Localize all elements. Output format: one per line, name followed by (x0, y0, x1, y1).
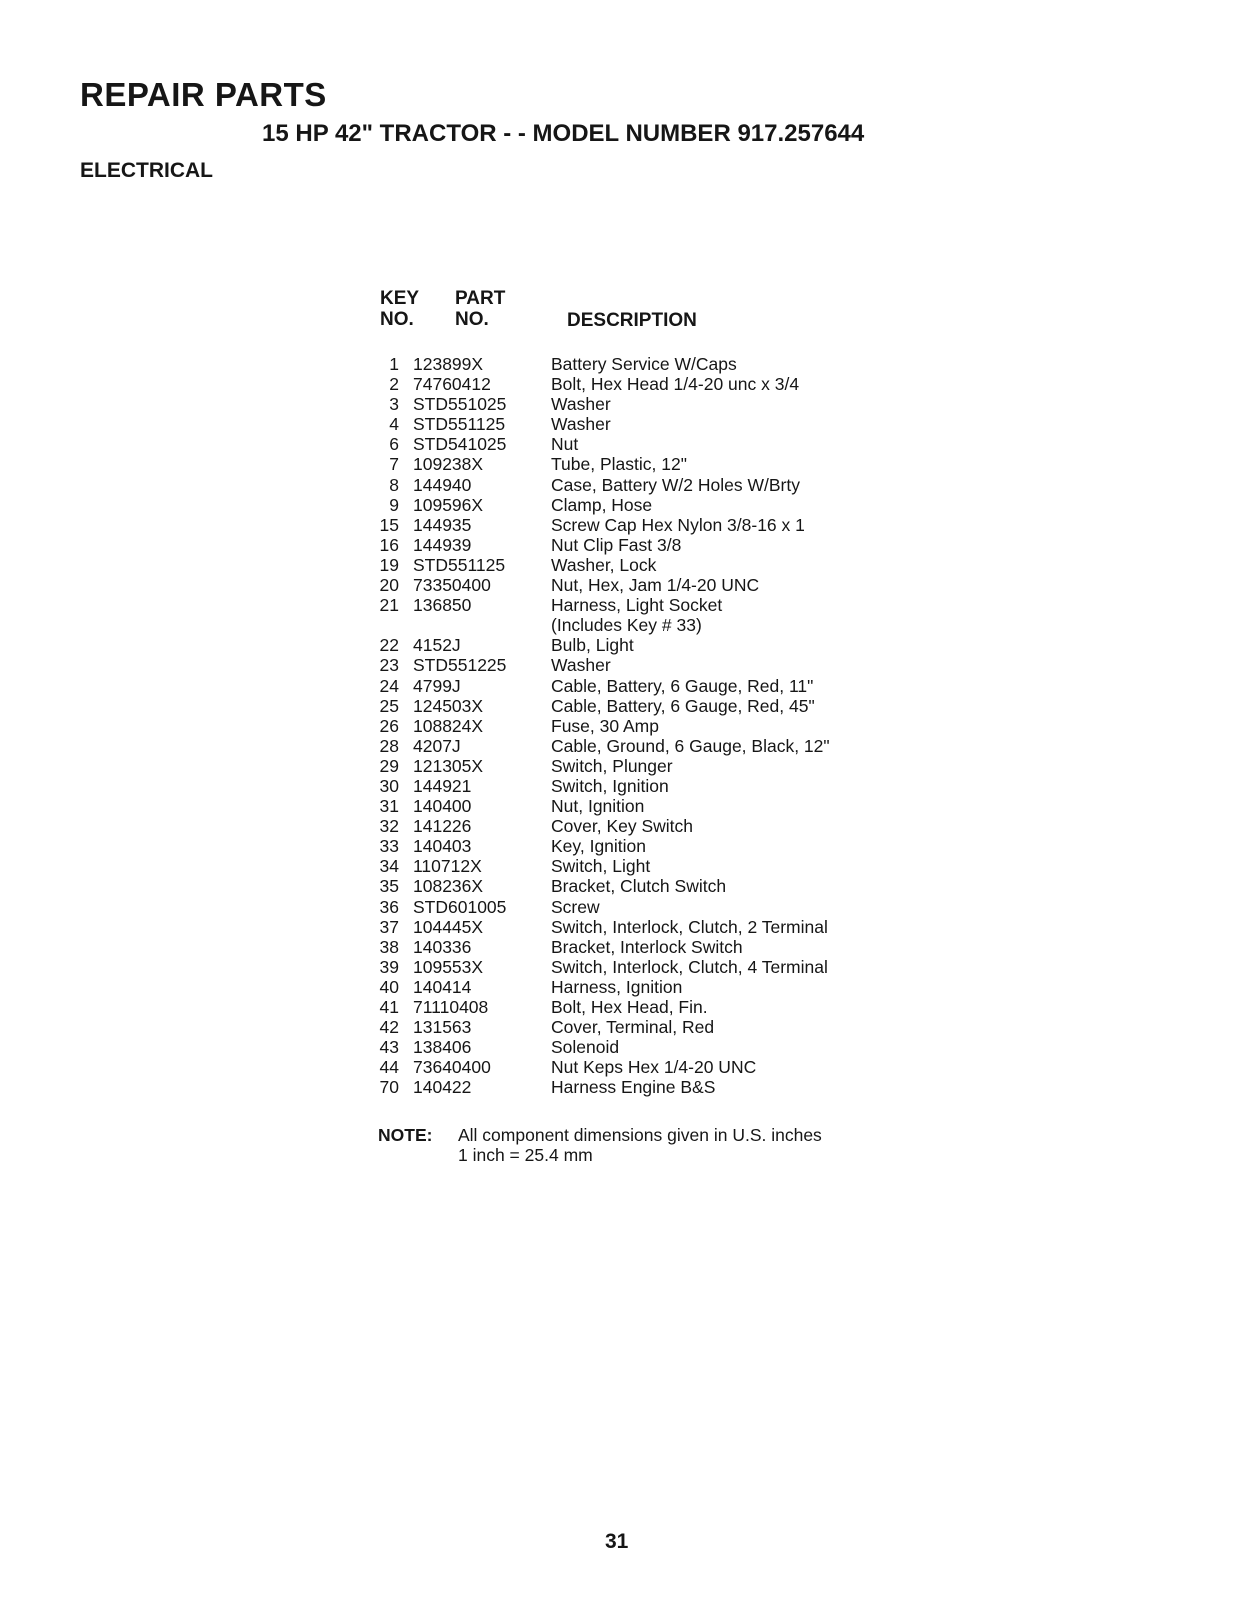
part-description: Switch, Plunger (551, 755, 673, 776)
key-number: 36 (379, 896, 399, 917)
key-number (360, 615, 413, 635)
parts-row (360, 414, 921, 434)
part-number: 136850 (413, 595, 472, 616)
parts-row (360, 515, 921, 535)
part-number: 121305X (413, 755, 484, 776)
parts-row (360, 876, 921, 896)
section-title: ELECTRICAL (80, 159, 213, 182)
key-number: 1 (389, 354, 399, 374)
key-number: 32 (379, 816, 399, 837)
key-number: 15 (379, 514, 399, 535)
parts-row (360, 997, 921, 1017)
part-number: 140414 (413, 976, 472, 997)
parts-row (360, 1077, 921, 1097)
part-description: Bulb, Light (551, 635, 634, 656)
part-description: Switch, Light (551, 856, 651, 877)
part-description: Screw (551, 896, 600, 917)
part-number: 108824X (413, 715, 484, 736)
part-number: 4799J (413, 675, 461, 696)
parts-row (360, 354, 921, 374)
part-description: Tube, Plastic, 12" (551, 454, 687, 475)
key-number: 41 (379, 997, 399, 1017)
part-number: STD551125 (413, 554, 506, 575)
part-number: 109238X (413, 454, 484, 475)
parts-row (360, 575, 921, 595)
part-description: Washer (551, 394, 611, 415)
key-number: 20 (379, 575, 399, 596)
key-number: 43 (379, 1037, 399, 1058)
part-number: 109553X (413, 956, 484, 977)
parts-row (360, 937, 921, 957)
key-number: 42 (379, 1017, 399, 1038)
part-number: 4152J (413, 635, 461, 656)
part-description: Clamp, Hose (551, 494, 653, 515)
part-number: 141226 (413, 816, 472, 837)
parts-row (360, 977, 921, 997)
part-description: Nut (551, 434, 579, 455)
part-description: Bracket, Clutch Switch (551, 876, 727, 897)
parts-row (360, 394, 921, 414)
part-description: Nut, Ignition (551, 796, 645, 817)
key-number: 9 (389, 494, 399, 515)
parts-row (360, 756, 921, 776)
parts-row (360, 615, 921, 635)
part-description: Switch, Interlock, Clutch, 2 Terminal (551, 916, 828, 937)
note-text-line1: All component dimensions given in U.S. inches (458, 1125, 822, 1145)
part-header-line1: PART (455, 288, 506, 309)
part-description: Washer (551, 414, 611, 435)
description-column-header: DESCRIPTION (567, 310, 697, 331)
part-number: 4207J (413, 735, 461, 756)
part-number: 140422 (413, 1077, 472, 1098)
part-number: 144921 (413, 775, 472, 796)
part-description: Nut, Hex, Jam 1/4-20 UNC (551, 575, 760, 596)
key-number: 28 (379, 735, 399, 756)
part-number: 124503X (413, 695, 484, 716)
key-number: 34 (379, 856, 399, 877)
parts-row (360, 796, 921, 816)
key-number: 35 (379, 876, 399, 897)
part-number: 140336 (413, 936, 472, 957)
part-description: Cable, Ground, 6 Gauge, Black, 12" (551, 735, 830, 756)
parts-row (360, 897, 921, 917)
part-number: 144935 (413, 514, 472, 535)
part-number: 144940 (413, 474, 472, 495)
part-number: STD541025 (413, 434, 507, 455)
parts-row (360, 1037, 921, 1057)
part-number: 108236X (413, 876, 484, 897)
key-number: 44 (379, 1057, 399, 1078)
parts-row (360, 454, 921, 474)
part-description: Harness, Ignition (551, 976, 683, 997)
part-description: Fuse, 30 Amp (551, 715, 659, 736)
part-number: 131563 (413, 1017, 472, 1038)
key-number: 40 (379, 976, 399, 997)
key-number: 29 (379, 755, 399, 776)
parts-row (360, 917, 921, 937)
parts-row (360, 1017, 921, 1037)
part-description: Solenoid (551, 1037, 620, 1058)
key-number: 30 (379, 775, 399, 796)
part-number (413, 615, 551, 635)
part-number: 140400 (413, 796, 472, 817)
parts-row (360, 856, 921, 876)
key-header-line2: NO. (380, 309, 414, 330)
parts-row (360, 736, 921, 756)
part-number: 73350400 (413, 575, 491, 596)
part-number: 104445X (413, 916, 484, 937)
key-number: 22 (379, 635, 399, 656)
key-header-line1: KEY (380, 288, 420, 309)
parts-row (360, 696, 921, 716)
part-description: Harness, Light Socket (551, 595, 723, 616)
parts-row (360, 957, 921, 977)
part-number: 123899X (413, 354, 484, 374)
part-description: Bracket, Interlock Switch (551, 936, 743, 957)
part-header-line2: NO. (455, 309, 489, 330)
parts-row (360, 1057, 921, 1077)
key-number: 2 (389, 374, 399, 395)
parts-row (360, 776, 921, 796)
key-number: 4 (389, 414, 399, 435)
parts-row (360, 495, 921, 515)
parts-row (360, 595, 921, 615)
part-number: 138406 (413, 1037, 472, 1058)
key-number: 25 (379, 695, 399, 716)
parts-row (360, 535, 921, 555)
part-number: STD601005 (413, 896, 507, 917)
part-number: 73640400 (413, 1057, 491, 1078)
key-number: 19 (379, 554, 399, 575)
parts-row (360, 434, 921, 454)
part-description: Case, Battery W/2 Holes W/Brty (551, 474, 800, 495)
parts-row (360, 655, 921, 675)
part-description: Switch, Ignition (551, 775, 669, 796)
note-text-line2: 1 inch = 25.4 mm (458, 1145, 593, 1165)
part-description: Nut Clip Fast 3/8 (551, 534, 682, 555)
part-description: Bolt, Hex Head, Fin. (551, 997, 708, 1017)
part-number: 74760412 (413, 374, 491, 395)
parts-row (360, 836, 921, 856)
key-number: 16 (379, 534, 399, 555)
part-description: Washer (551, 655, 611, 676)
key-number: 26 (379, 715, 399, 736)
part-description: Cover, Key Switch (551, 816, 693, 837)
part-no-column-header (455, 288, 505, 330)
key-number: 23 (379, 655, 399, 676)
parts-row (360, 635, 921, 655)
part-description: Cover, Terminal, Red (551, 1017, 715, 1038)
key-number: 6 (389, 434, 399, 455)
part-description: Cable, Battery, 6 Gauge, Red, 11" (551, 675, 814, 696)
key-number: 38 (379, 936, 399, 957)
part-description: Key, Ignition (551, 836, 647, 857)
key-number: 39 (379, 956, 399, 977)
part-number: STD551125 (413, 414, 506, 435)
parts-list (360, 354, 921, 1097)
part-number: STD551225 (413, 655, 507, 676)
key-number: 21 (379, 595, 399, 616)
part-number: 110712X (413, 856, 482, 877)
part-number: 144939 (413, 534, 472, 555)
key-number: 37 (379, 916, 399, 937)
parts-row (360, 555, 921, 575)
part-number: 109596X (413, 494, 484, 515)
key-number: 33 (379, 836, 399, 857)
parts-row (360, 475, 921, 495)
key-number: 31 (379, 796, 399, 817)
part-description: Washer, Lock (551, 554, 657, 575)
parts-row (360, 676, 921, 696)
parts-row (360, 716, 921, 736)
part-description: Harness Engine B&S (551, 1077, 716, 1098)
part-description: Cable, Battery, 6 Gauge, Red, 45" (551, 695, 815, 716)
key-number: 70 (379, 1077, 399, 1098)
part-description: Battery Service W/Caps (551, 354, 737, 374)
page-number: 31 (605, 1530, 629, 1553)
note-label: NOTE: (378, 1125, 433, 1145)
part-number: STD551025 (413, 394, 507, 415)
model-title: 15 HP 42" TRACTOR - - MODEL NUMBER 917.257644 (262, 120, 865, 147)
key-no-column-header (380, 288, 419, 330)
key-number: 7 (389, 454, 399, 475)
part-number: 140403 (413, 836, 472, 857)
key-number: 3 (389, 394, 399, 415)
part-description: Screw Cap Hex Nylon 3/8-16 x 1 (551, 514, 805, 535)
part-description: (Includes Key # 33) (551, 615, 702, 636)
parts-row (360, 816, 921, 836)
part-description: Nut Keps Hex 1/4-20 UNC (551, 1057, 757, 1078)
key-number: 24 (379, 675, 399, 696)
part-description: Bolt, Hex Head 1/4-20 unc x 3/4 (551, 374, 800, 395)
part-description: Switch, Interlock, Clutch, 4 Terminal (551, 956, 828, 977)
key-number: 8 (389, 474, 399, 495)
parts-row (360, 374, 921, 394)
part-number: 71110408 (413, 997, 489, 1017)
page-title: REPAIR PARTS (80, 76, 327, 113)
